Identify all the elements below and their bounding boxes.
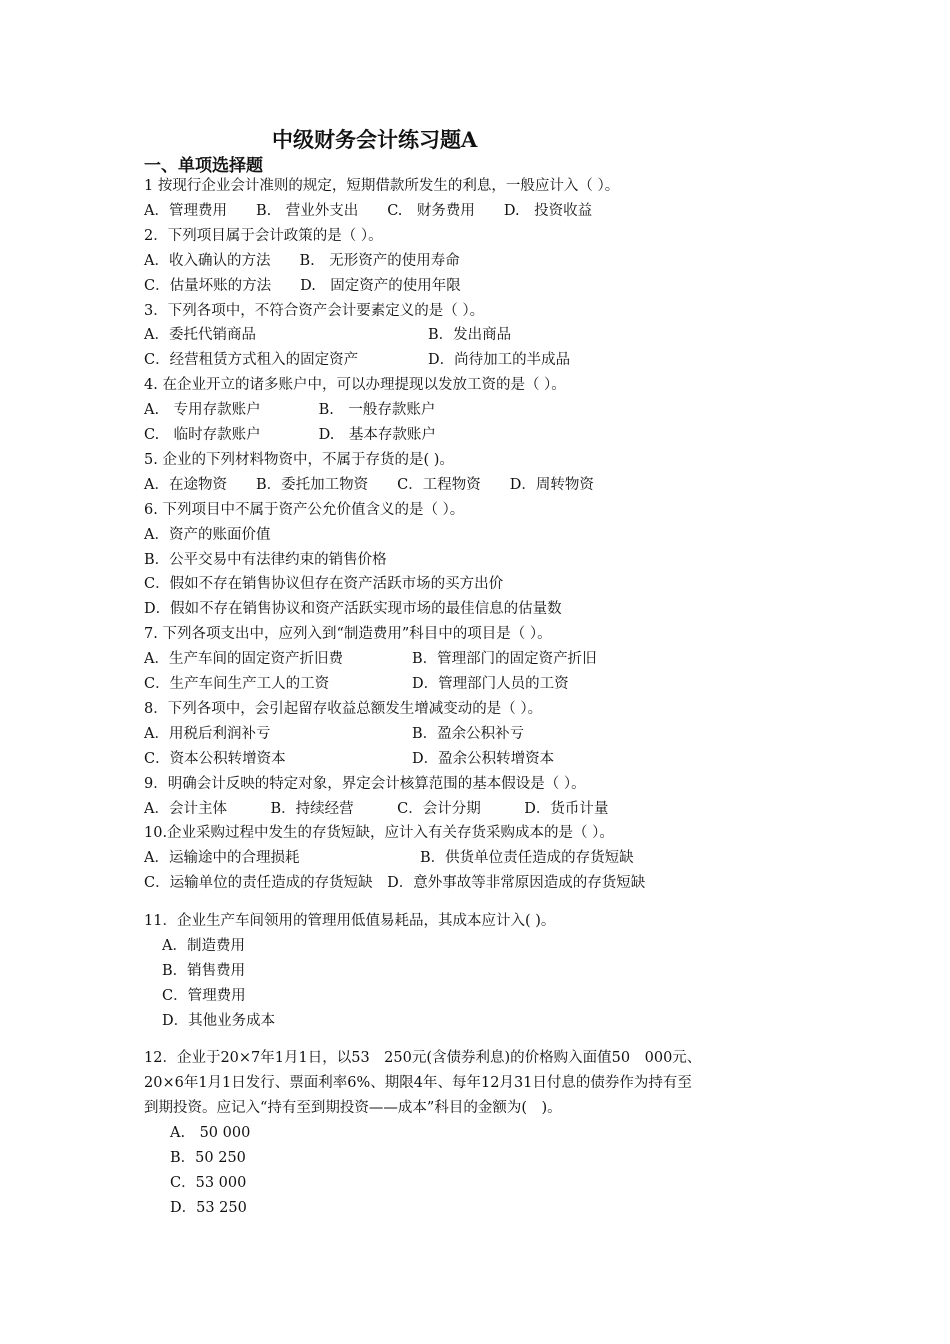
option-line: A．生产车间的固定资产折旧费 <box>144 651 343 668</box>
option-right: D．管理部门人员的工资 <box>412 676 569 692</box>
question-10: 10.企业采购过程中发生的存货短缺，应计入有关存货采购成本的是（ ）。 <box>144 825 614 842</box>
question-text-line-2: 20×6年1月1日发行、票面利率6%、期限4年、每年12月31日付息的债券作为持有至 <box>144 1075 692 1091</box>
option-a: A. 50 000 <box>170 1125 251 1141</box>
option-right: D．尚待加工的半成品 <box>428 352 571 369</box>
option-right: D．盈余公积转增资本 <box>412 750 555 767</box>
option-right: B．发出商品 <box>428 327 512 344</box>
section-heading: 一、单项选择题 <box>144 156 263 176</box>
option-line: C．运输单位的责任造成的存货短缺 D．意外事故等非常原因造成的存货短缺 <box>144 875 646 892</box>
option-d: D．53 250 <box>170 1200 247 1216</box>
option-line: C．假如不存在销售协议但存在资产活跃市场的买方出价 <box>144 576 504 593</box>
option-line: A．管理费用 B. 营业外支出 C. 财务费用 D. 投资收益 <box>144 202 593 219</box>
option-line: C．经营租赁方式租入的固定资产 <box>144 352 359 369</box>
question-7: 7. 下列各项支出中，应列入到“制造费用”科目中的项目是（ ）。 <box>144 626 552 643</box>
question-5: 5. 企业的下列材料物资中，不属于存货的是( )。 <box>144 451 454 468</box>
page-title: 中级财务会计练习题A <box>272 127 478 152</box>
option-line: A．资产的账面价值 <box>144 526 271 543</box>
option-line: A．委托代销商品 <box>144 327 256 344</box>
question-8: 8．下列各项中，会引起留存收益总额发生增减变动的是（ ）。 <box>144 700 543 717</box>
option-c: C．53 000 <box>170 1175 247 1191</box>
question-1: 1 按现行企业会计准则的规定，短期借款所发生的利息，一般应计入（ ）。 <box>144 178 620 194</box>
option-a: A．制造费用 <box>162 938 245 954</box>
question-9: 9．明确会计反映的特定对象，界定会计核算范围的基本假设是（ ）。 <box>144 775 586 792</box>
option-line: D．假如不存在销售协议和资产活跃实现市场的最佳信息的估量数 <box>144 601 562 618</box>
option-line: A．运输途中的合理损耗 <box>144 850 300 867</box>
option-line: C. 临时存款账户 D. 基本存款账户 <box>144 427 436 443</box>
option-line: A．用税后利润补亏 <box>144 725 271 742</box>
option-line: B．公平交易中有法律约束的销售价格 <box>144 551 387 568</box>
question-text-line-3: 到期投资。应记入“持有至到期投资——成本”科目的金额为( )。 <box>144 1100 562 1116</box>
option-d: D．其他业务成本 <box>162 1013 276 1029</box>
option-b: B．销售费用 <box>162 963 246 979</box>
option-right: B．管理部门的固定资产折旧 <box>412 651 597 668</box>
question-3: 3．下列各项中，不符合资产会计要素定义的是（ ）。 <box>144 302 485 319</box>
option-right: B．供货单位责任造成的存货短缺 <box>420 850 634 867</box>
option-line: C．资本公积转增资本 <box>144 750 286 767</box>
option-line: A．收入确认的方法 B. 无形资产的使用寿命 <box>144 252 460 269</box>
question-4: 4. 在企业开立的诸多账户中，可以办理提现以发放工资的是（ ）。 <box>144 377 566 394</box>
option-c: C．管理费用 <box>162 988 246 1004</box>
option-b: B．50 250 <box>170 1150 246 1166</box>
option-line: C．生产车间生产工人的工资 <box>144 676 330 692</box>
option-line: A．在途物资 B．委托加工物资 C．工程物资 D．周转物资 <box>144 476 594 493</box>
option-line: A. 专用存款账户 B. 一般存款账户 <box>144 402 436 419</box>
question-text: 11．企业生产车间领用的管理用低值易耗品，其成本应计入( )。 <box>144 913 556 929</box>
question-6: 6. 下列项目中不属于资产公允价值含义的是（ ）。 <box>144 501 465 518</box>
question-2: 2．下列项目属于会计政策的是（ ）。 <box>144 227 383 244</box>
option-right: B．盈余公积补亏 <box>412 725 525 742</box>
question-text-line-1: 12．企业于20×7年1月1日，以53 250元(含债券利息)的价格购入面值50 000元、 <box>144 1050 702 1066</box>
option-line: C．估量坏账的方法 D. 固定资产的使用年限 <box>144 277 461 294</box>
option-line: A．会计主体 B．持续经营 C．会计分期 D．货币计量 <box>144 800 609 817</box>
